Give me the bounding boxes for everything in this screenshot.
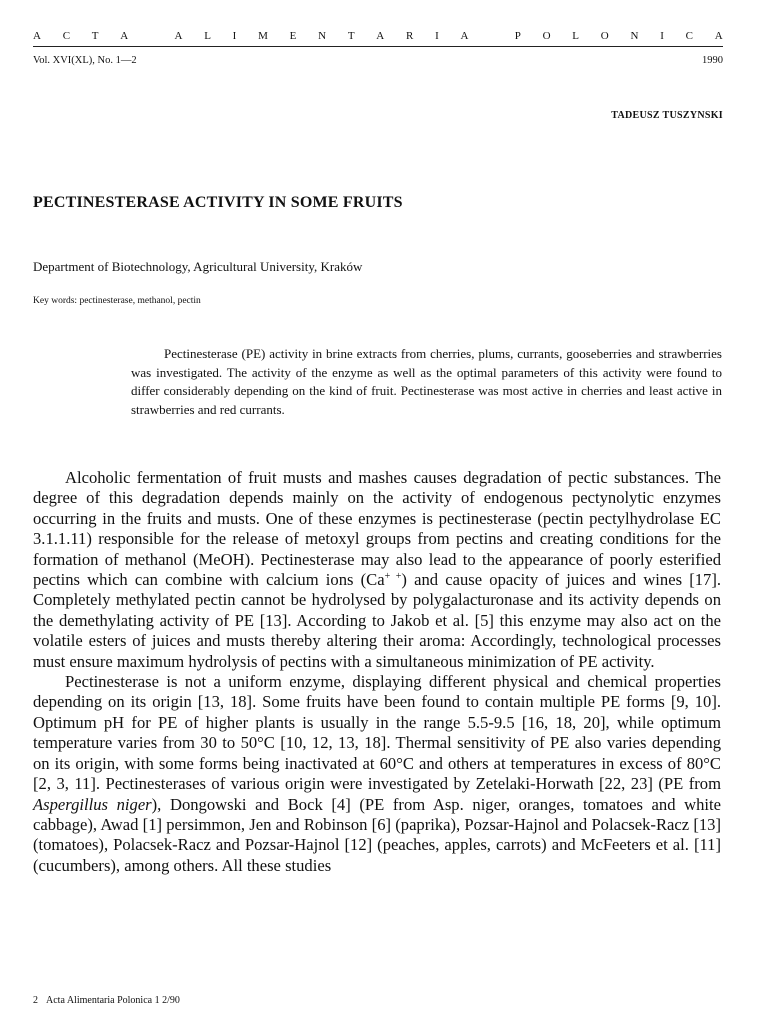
journal-letter: A — [376, 30, 385, 42]
journal-letter: T — [91, 30, 99, 42]
header-rule — [33, 46, 723, 47]
journal-letter — [150, 30, 153, 42]
journal-letter: I — [232, 30, 237, 42]
journal-letter: C — [62, 30, 71, 42]
journal-letter: R — [406, 30, 414, 42]
paragraph-2 — [33, 672, 721, 876]
journal-letter: C — [685, 30, 693, 42]
journal-letter: N — [630, 30, 639, 42]
journal-letter: I — [435, 30, 439, 42]
journal-letter: A — [174, 30, 183, 42]
journal-letter: I — [660, 30, 664, 42]
paragraph-1-part-a: Alcoholic fermentation of fruit musts and mashes causes degradation of pectic substances. The degree of this degradation depends mainly on the activity of endogenous pectynolytic enzymes occurring in the fruits and musts. One of these enzymes is pectinesterase (pectin pectylhydrolase EC 3.1.1.11) responsible for the release of metoxyl groups from pectins and creating conditions for the formation of methanol (MeOH). Pectinesterase may also lead to the appearance of poorly esterified pectins which can combine with calcium ions (Ca — [33, 468, 721, 590]
journal-letter: N — [318, 30, 327, 42]
body-text — [33, 468, 721, 876]
journal-letter: A — [460, 30, 469, 42]
journal-letter: L — [204, 30, 211, 42]
journal-letter: A — [714, 30, 723, 42]
species-name: Aspergillus niger — [33, 794, 152, 814]
journal-letter: L — [572, 30, 580, 42]
journal-name — [33, 30, 723, 42]
article-title: PECTINESTERASE ACTIVITY IN SOME FRUITS — [33, 194, 403, 211]
journal-letter: A — [120, 30, 129, 42]
calcium-charge: + + — [384, 571, 402, 583]
page-number: 2 — [33, 995, 38, 1006]
journal-letter — [490, 30, 493, 42]
footer-citation: Acta Alimentaria Polonica 1 2/90 — [46, 995, 180, 1006]
paragraph-2-part-a: Pectinesterase is not a uniform enzyme, displaying different physical and chemical properties depending on its origin [13, 18]. Some fruits have been found to contain multiple PE forms [9, 10]. Optimum pH for PE of higher plants is usually in the range 5.5-9.5 [16, 18, 20], while optimum temperature varies from 30 to 50°C [10, 12, 13, 18]. Thermal sensitivity of PE also varies depending on its origin, with some forms being inactivated at 60°C and others at temperatures in excess of 80°C [2, 3, 11]. Pectinesterases of various origin were investigated by Zetelaki-Horwath [22, 23] (PE from — [33, 672, 721, 794]
abstract-text: Pectinesterase (PE) activity in brine extracts from cherries, plums, currants, gooseberries and strawberries was investigated. The activity of the enzyme as well as the optimal parameters of this activity were found to differ considerably depending on the kind of fruit. Pectinesterase was most active in cherries and least active in strawberries and red currants. — [131, 346, 722, 417]
affiliation: Department of Biotechnology, Agricultural University, Kraków — [33, 259, 363, 274]
journal-letter: M — [258, 30, 268, 42]
journal-letter: O — [600, 30, 609, 42]
paragraph-1-part-b: ) and cause opacity of juices and wines [17]. Completely methylated pectin cannot be hydrolysed by polygalacturonase and its activity depends on the demethylating activity of PE [13]. According to Jakob et al. [5] this enzyme may also act on the volatile esters of juices and musts thereby altering their aroma: Accordingly, technological processes must ensure maximum hydrolysis of pectins with a simultaneous minimization of PE activity. — [33, 570, 722, 671]
author-name: TADEUSZ TUSZYNSKI — [611, 110, 723, 121]
abstract — [131, 345, 722, 419]
journal-letter: P — [514, 30, 521, 42]
volume-info: Vol. XVI(XL), No. 1—2 — [33, 55, 137, 66]
paragraph-1 — [33, 468, 721, 672]
journal-letter: A — [33, 30, 41, 42]
publication-year: 1990 — [702, 55, 723, 66]
page-footer — [33, 995, 188, 1006]
keywords: Key words: pectinesterase, methanol, pectin — [33, 296, 201, 306]
journal-letter: O — [542, 30, 551, 42]
journal-letter: E — [289, 30, 297, 42]
journal-letter: T — [347, 30, 355, 42]
paragraph-2-part-b: ), Dongowski and Bock [4] (PE from Asp. niger, oranges, tomatoes and white cabbage), Awad [1] persimmon, Jen and Robinson [6] (paprika), Pozsar-Hajnol and Polacsek-Racz [13] (tomatoes), Polacsek-Racz and Pozsar-Hajnol [12] (peaches, apples, carrots) and McFeeters et al. [11] (cucumbers), among others. All these studies — [33, 794, 722, 875]
